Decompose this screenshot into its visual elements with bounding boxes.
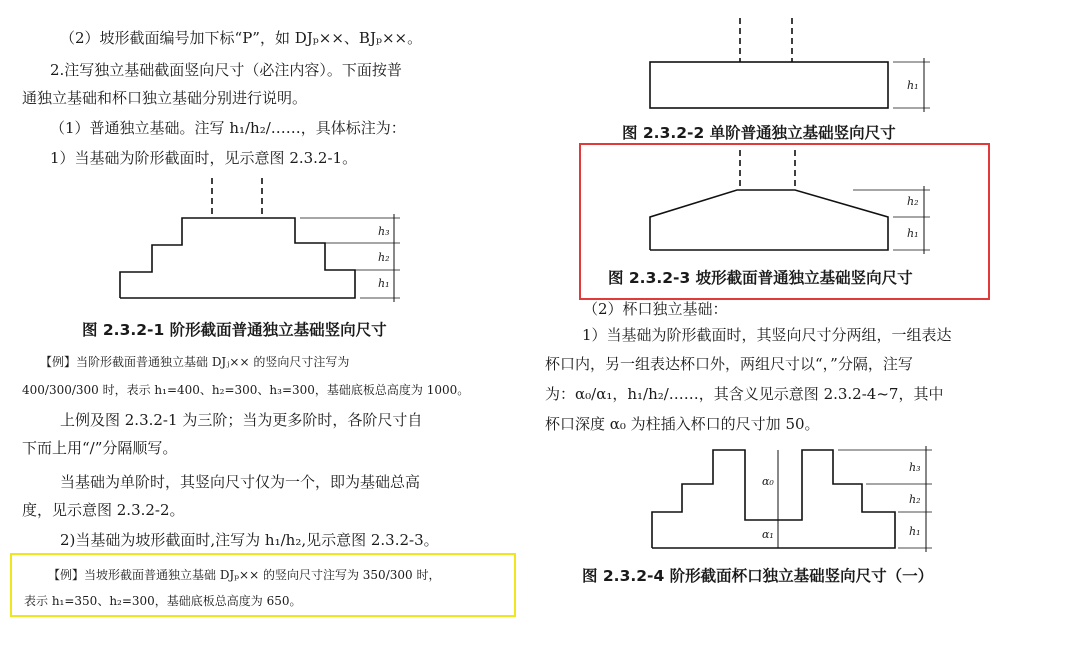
paragraph-a-2: 下而上用“/”分隔顺写。: [22, 439, 178, 457]
label-h2: h₂: [378, 251, 390, 264]
paragraph-c-3: 为：α₀/α₁，h₁/h₂/……，其含义见示意图 2.3.2-4~7，其中: [545, 385, 944, 403]
label-h1: h₁: [378, 277, 390, 290]
label-h3-fig4: h₃: [909, 461, 921, 474]
label-a0: α₀: [762, 475, 774, 488]
text-line-1: （2）坡形截面编号加下标“P”，如 DJₚ××、BJₚ××。: [60, 29, 423, 47]
text-line-5: 1）当基础为阶形截面时，见示意图 2.3.2-1。: [50, 149, 358, 167]
label-h1-fig4: h₁: [909, 525, 921, 538]
text-line-3: 通独立基础和杯口独立基础分别进行说明。: [22, 89, 308, 107]
label-h2-fig4: h₂: [909, 493, 921, 506]
text-line-2: 2.注写独立基础截面竖向尺寸（必注内容）。下面按普: [50, 61, 402, 79]
text-line-4: （1）普通独立基础。注写 h₁/h₂/……，具体标注为：: [50, 119, 406, 137]
paragraph-c-1: 1）当基础为阶形截面时，其竖向尺寸分两组，一组表达: [582, 326, 952, 344]
example-2-line-1: 【例】当坡形截面普通独立基础 DJₚ×× 的竖向尺寸注写为 350/300 时，: [48, 568, 441, 582]
subheading-cup-foundation: （2）杯口独立基础：: [583, 300, 728, 318]
label-a1: α₁: [762, 528, 774, 541]
label-h3: h₃: [378, 225, 390, 238]
label-h1-fig2: h₁: [907, 79, 919, 92]
example-1-line-1: 【例】当阶形截面普通独立基础 DJⱼ×× 的竖向尺寸注写为: [40, 355, 350, 369]
figure-caption-3: 图 2.3.2-3 坡形截面普通独立基础竖向尺寸: [608, 269, 913, 287]
text-slope-line: 2)当基础为坡形截面时,注写为 h₁/h₂,见示意图 2.3.2-3。: [60, 531, 439, 549]
paragraph-c-4: 杯口深度 α₀ 为柱插入杯口的尺寸加 50。: [545, 415, 820, 433]
label-h2-fig3: h₂: [907, 195, 919, 208]
paragraph-c-2: 杯口内，另一组表达杯口外，两组尺寸以“，”分隔，注写: [545, 355, 913, 373]
figure-caption-2: 图 2.3.2-2 单阶普通独立基础竖向尺寸: [622, 124, 896, 142]
figure-caption-1: 图 2.3.2-1 阶形截面普通独立基础竖向尺寸: [82, 321, 387, 339]
figure-caption-4: 图 2.3.2-4 阶形截面杯口独立基础竖向尺寸（一）: [582, 567, 934, 585]
paragraph-b-1: 当基础为单阶时，其竖向尺寸仅为一个，即为基础总高: [60, 473, 421, 491]
example-1-line-2: 400/300/300 时，表示 h₁=400、h₂=300、h₃=300，基础底板总高度为 1000。: [22, 383, 470, 397]
label-h1-fig3: h₁: [907, 227, 919, 240]
paragraph-a-1: 上例及图 2.3.2-1 为三阶；当为更多阶时，各阶尺寸自: [60, 411, 423, 429]
paragraph-b-2: 度，见示意图 2.3.2-2。: [22, 501, 185, 519]
example-2-line-2: 表示 h₁=350、h₂=300，基础底板总高度为 650。: [24, 594, 302, 608]
